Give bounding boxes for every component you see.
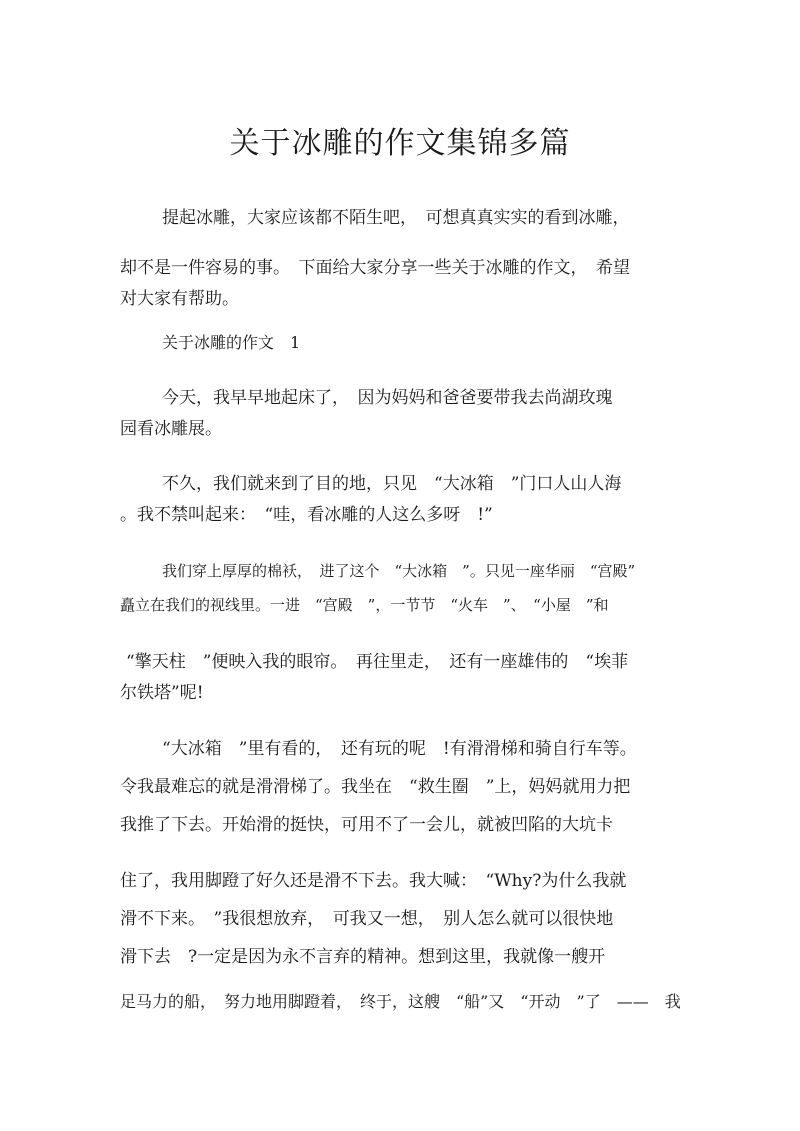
text-line: 提起冰雕，大家应该都不陌生吧， 可想真真实实的看到冰雕， [162,208,630,228]
text-line: 对大家有帮助。 [120,289,239,309]
section-heading: 关于冰雕的作文 1 [162,333,301,352]
text-line: 我们穿上厚厚的棉袄， 进了这个 “大冰箱 ”。只见一座华丽 “宫殿” [162,562,636,580]
text-line: “擎天柱 ”便映入我的眼帘。 再往里走， 还有一座雄伟的 “埃菲 [126,652,629,672]
text-line: 园看冰雕展。 [120,419,222,439]
text-line: 我推了下去。开始滑的挺快，可用不了一会儿，就被凹陷的大坑卡 [120,815,613,835]
text-line: 足马力的船， 努力地用脚蹬着， 终于，这艘 “船”又 “开动 ”了 —— 我 [120,992,681,1011]
text-line: 滑不下来。 ”我很想放弃， 可我又一想， 别人怎么就可以很快地 [120,909,614,929]
text-line: 令我最难忘的就是滑滑梯了。我坐在 “救生圈 ”上，妈妈就用力把 [120,777,631,797]
document-title: 关于冰雕的作文集锦多篇 [229,126,571,161]
text-line: 矗立在我们的视线里。一进 “宫殿 ”，一节节 “火车 ”、 “小屋 ”和 [120,596,609,614]
text-line: 不久，我们就来到了目的地，只见 “大冰箱 ”门口人山人海 [162,474,622,494]
text-line: 滑下去 ?一定是因为永不言弃的精神。想到这里，我就像一艘开 [120,947,606,967]
text-line: 住了，我用脚蹬了好久还是滑不下去。我大喊： “Why?为什么我就 [120,871,627,891]
text-line: “大冰箱 ”里有看的， 还有玩的呢 !有滑滑梯和骑自行车等。 [162,739,637,759]
text-line: 今天，我早早地起床了， 因为妈妈和爸爸要带我去尚湖玫瑰 [162,388,613,408]
text-line: 却不是一件容易的事。 下面给大家分享一些关于冰雕的作文， 希望 [120,258,630,278]
text-line: 。我不禁叫起来： “哇，看冰雕的人这么多呀 !” [120,505,493,525]
text-line: 尔铁塔”呢! [120,683,204,703]
